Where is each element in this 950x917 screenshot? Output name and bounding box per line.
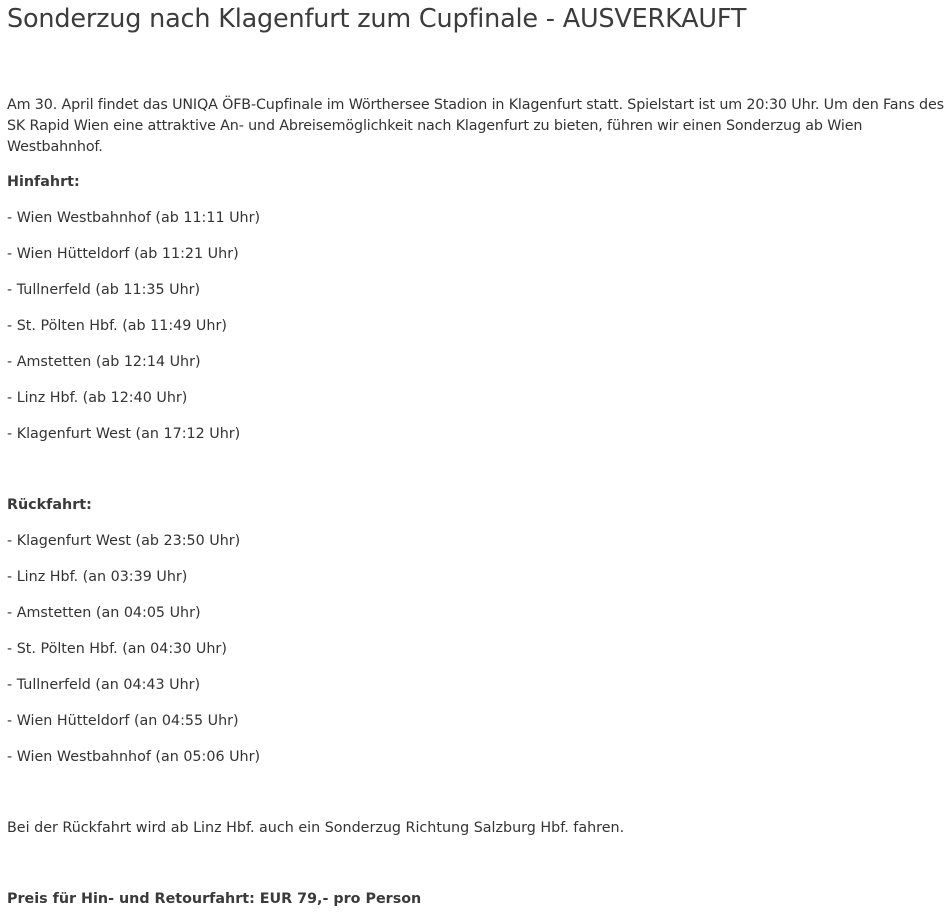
outbound-stop: - Wien Hütteldorf (ab 11:21 Uhr): [7, 246, 239, 262]
price-info: Preis für Hin- und Retourfahrt: EUR 79,- pro Person: [7, 891, 422, 907]
intro-paragraph: Am 30. April findet das UNIQA ÖFB-Cupfinale im Wörthersee Stadion in Klagenfurt statt. Spielstart ist um 20:30 Uhr. Um den Fans des SK Rapid Wien eine attraktive An- und Abreisemöglichkeit nach Klagenfurt zu bieten, führen wir einen Sonderzug ab Wien Westbahnhof.: [7, 97, 944, 155]
return-stop: - Amstetten (an 04:05 Uhr): [7, 605, 201, 621]
page-title: Sonderzug nach Klagenfurt zum Cupfinale - AUSVERKAUFT: [7, 4, 747, 34]
return-stop: - Wien Westbahnhof (an 05:06 Uhr): [7, 749, 261, 765]
outbound-stop: - Wien Westbahnhof (ab 11:11 Uhr): [7, 210, 261, 226]
outbound-stop: - Amstetten (ab 12:14 Uhr): [7, 354, 201, 370]
outbound-heading: Hinfahrt:: [7, 174, 80, 190]
outbound-stop: - Tullnerfeld (ab 11:35 Uhr): [7, 282, 201, 298]
return-stop: - Tullnerfeld (an 04:43 Uhr): [7, 677, 201, 693]
return-heading: Rückfahrt:: [7, 497, 92, 513]
salzburg-note: Bei der Rückfahrt wird ab Linz Hbf. auch ein Sonderzug Richtung Salzburg Hbf. fahren.: [7, 820, 625, 836]
outbound-stop: - Klagenfurt West (an 17:12 Uhr): [7, 426, 241, 442]
outbound-stop-list: [7, 208, 944, 445]
outbound-stop: - Linz Hbf. (ab 12:40 Uhr): [7, 390, 188, 406]
return-stop: - Klagenfurt West (ab 23:50 Uhr): [7, 533, 241, 549]
return-stop: - Wien Hütteldorf (an 04:55 Uhr): [7, 713, 239, 729]
return-stop: - St. Pölten Hbf. (an 04:30 Uhr): [7, 641, 227, 657]
return-stop: - Linz Hbf. (an 03:39 Uhr): [7, 569, 188, 585]
return-stop-list: [7, 531, 944, 768]
outbound-stop: - St. Pölten Hbf. (ab 11:49 Uhr): [7, 318, 227, 334]
